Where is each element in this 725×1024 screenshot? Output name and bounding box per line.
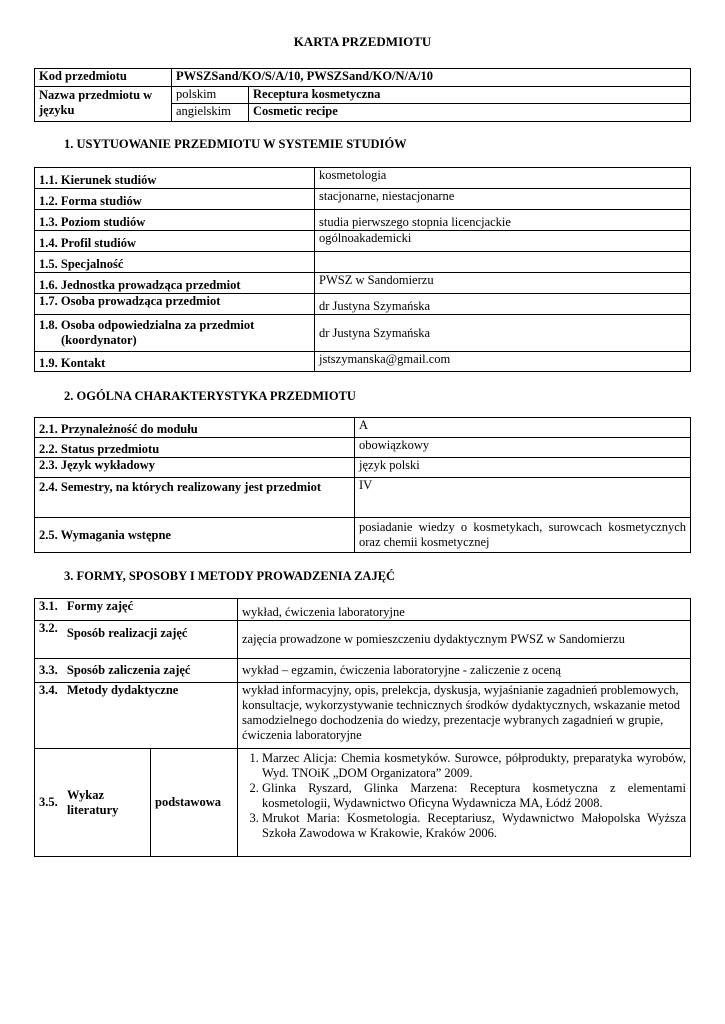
s3-num: 3.2.: [39, 621, 58, 635]
s1-label: 1.8. Osoba odpowiedzialna za przedmiot: [39, 318, 255, 332]
s3-value: zajęcia prowadzone w pomieszczeniu dydaktycznym PWSZ w Sandomierzu: [238, 621, 691, 659]
s1-value: [315, 252, 691, 273]
s1-label: 1.2. Forma studiów: [35, 189, 315, 210]
s3-label: Sposób realizacji zajęć: [66, 626, 188, 640]
s1-label-multiline: [35, 315, 315, 352]
s3-value: wykład – egzamin, ćwiczenia laboratoryjne - zaliczenie z oceną: [238, 659, 691, 683]
s2-label: 2.3. Język wykładowy: [35, 458, 355, 478]
s1-value: stacjonarne, niestacjonarne: [315, 189, 691, 210]
s1-label: 1.9. Kontakt: [35, 352, 315, 372]
section1-table: [34, 167, 691, 372]
s3-num: 3.1.: [39, 599, 58, 613]
s3-label-cell: [35, 659, 238, 683]
s1-value: dr Justyna Szymańska: [315, 315, 691, 352]
literature-item: 1. Marzec Alicja: Chemia kosmetyków. Surowce, półprodukty, preparatyka wyrobów, Wyd. TNOiK „DOM Organizatora” 2009.: [262, 751, 686, 781]
s1-label: 1.6. Jednostka prowadząca przedmiot: [35, 273, 315, 294]
lang-en: angielskim: [172, 104, 249, 122]
s2-value: IV: [355, 478, 691, 518]
literature-list-cell: [238, 749, 691, 857]
s1-value: ogólnoakademicki: [315, 231, 691, 252]
name-pl: Receptura kosmetyczna: [249, 87, 691, 104]
s2-value: język polski: [355, 458, 691, 478]
s3-num: 3.3.: [39, 663, 58, 677]
literature-item: 2. Glinka Ryszard, Glinka Marzena: Receptura kosmetyczna z elementami kosmetologii, Wydawnictwo Oficyna Wydawnicza MA, Łódź 2008.: [262, 781, 686, 811]
section3-heading: 3. FORMY, SPOSOBY I METODY PROWADZENIA ZAJĘĆ: [64, 569, 396, 583]
s3-label: Metody dydaktyczne: [66, 683, 179, 697]
s3-label-cell: [35, 599, 238, 621]
s1-value: dr Justyna Szymańska: [315, 294, 691, 315]
lang-pl: polskim: [172, 87, 249, 104]
s3-label-cell: [35, 683, 238, 749]
document-title: KARTA PRZEDMIOTU: [293, 34, 432, 49]
section3-table: [34, 598, 691, 857]
s3-value: wykład informacyjny, opis, prelekcja, dyskusja, wyjaśnianie zagadnień problemowych, konsultacje, wykorzystywanie technicznych środków dydaktycznych, wskazanie metod samodzielnego dochodzenia do wiedzy, prezentacje wybranych zagadnień w grupie, ćwiczenia laboratoryjne: [238, 683, 691, 749]
section2-table: [34, 417, 691, 553]
code-label: Kod przedmiotu: [35, 69, 172, 87]
literature-list: [242, 751, 686, 841]
name-label: Nazwa przedmiotu w języku: [35, 87, 172, 122]
literature-num: 3.5.: [39, 795, 58, 809]
s3-num: 3.4.: [39, 683, 58, 697]
s1-label: 1.4. Profil studiów: [35, 231, 315, 252]
section1-heading: 1. USYTUOWANIE PRZEDMIOTU W SYSTEMIE STUDIÓW: [64, 137, 407, 151]
s1-value: PWSZ w Sandomierzu: [315, 273, 691, 294]
s3-label: Sposób zaliczenia zajęć: [66, 663, 191, 677]
s1-label: 1.7. Osoba prowadząca przedmiot: [35, 294, 315, 315]
name-en: Cosmetic recipe: [249, 104, 691, 122]
s1-value: kosmetologia: [315, 168, 691, 189]
literature-sublabel: podstawowa: [151, 749, 238, 857]
s2-label: 2.2. Status przedmiotu: [35, 438, 355, 458]
s3-value: wykład, ćwiczenia laboratoryjne: [238, 599, 691, 621]
s2-label: 2.5. Wymagania wstępne: [35, 518, 355, 553]
section2-heading: 2. OGÓLNA CHARAKTERYSTYKA PRZEDMIOTU: [64, 389, 356, 403]
literature-item: 3. Mrukot Maria: Kosmetologia. Receptariusz, Wydawnictwo Małopolska Wyższa Szkoła Zawodowa w Krakowie, Kraków 2006.: [262, 811, 686, 841]
s1-value: jstszymanska@gmail.com: [315, 352, 691, 372]
s1-value: studia pierwszego stopnia licencjackie: [315, 210, 691, 231]
s1-label: 1.1. Kierunek studiów: [35, 168, 315, 189]
s3-label-cell: [35, 621, 238, 659]
s2-value: A: [355, 418, 691, 438]
literature-label: Wykaz literatury: [67, 787, 119, 817]
code-value: PWSZSand/KO/S/A/10, PWSZSand/KO/N/A/10: [172, 69, 691, 87]
s2-value: obowiązkowy: [355, 438, 691, 458]
s2-value: posiadanie wiedzy o kosmetykach, surowcach kosmetycznych oraz chemii kosmetycznej: [355, 518, 691, 553]
s1-label: 1.3. Poziom studiów: [35, 210, 315, 231]
literature-label-cell: [35, 749, 151, 857]
s2-label: 2.1. Przynależność do modułu: [35, 418, 355, 438]
s1-label: 1.5. Specjalność: [35, 252, 315, 273]
s3-label: Formy zajęć: [66, 599, 134, 613]
course-header-table: [34, 68, 691, 122]
s2-label: 2.4. Semestry, na których realizowany jest przedmiot: [35, 478, 355, 518]
s1-label-sub: (koordynator): [61, 333, 137, 347]
